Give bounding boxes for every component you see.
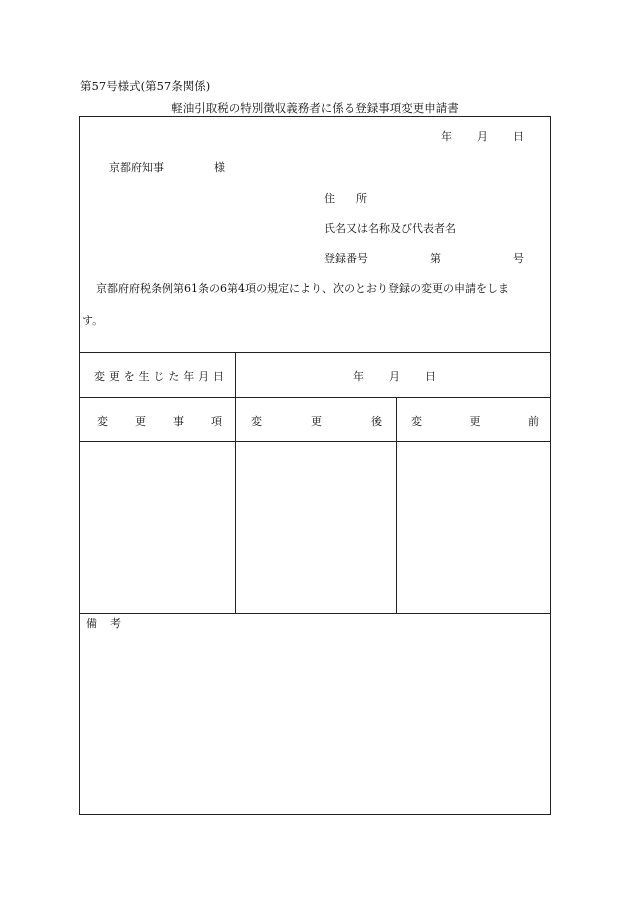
table-date-bottom-line <box>80 397 550 398</box>
change-date-day: 日 <box>425 370 436 383</box>
change-date-month: 月 <box>389 370 400 383</box>
change-date-label: 変 更 を 生 じ た 年 月 日 <box>94 370 224 383</box>
table-top-line <box>80 352 550 353</box>
addressee-name: 京都府知事 <box>109 161 164 174</box>
remarks-label-1: 備 <box>86 617 97 630</box>
header-before-change: 変 更 前 <box>411 415 539 428</box>
remarks-label-2: 考 <box>110 617 121 630</box>
registration-dai: 第 <box>430 252 441 265</box>
date-day-label: 日 <box>513 130 524 143</box>
form-box <box>79 116 551 815</box>
table-bottom-line <box>80 613 550 614</box>
after-change-cell[interactable] <box>236 442 396 613</box>
form-number: 第57号様式(第57条関係) <box>80 79 211 93</box>
form-title: 軽油引取税の特別徴収義務者に係る登録事項変更申請書 <box>171 101 459 115</box>
change-date-year: 年 <box>353 370 364 383</box>
statement-line-1: 京都府府税条例第61条の6第4項の規定により、次のとおり登録の変更の申請をしま <box>96 282 509 295</box>
registration-number-label: 登録番号 <box>324 252 368 265</box>
statement-line-2: す。 <box>82 314 104 327</box>
date-year-label: 年 <box>441 130 452 143</box>
addressee-honorific: 様 <box>214 161 225 174</box>
registration-go: 号 <box>513 252 524 265</box>
change-item-cell[interactable] <box>80 442 235 613</box>
header-after-change: 変 更 後 <box>251 415 382 428</box>
name-label: 氏名又は名称及び代表者名 <box>324 222 456 235</box>
header-change-item: 変 更 事 項 <box>97 415 222 428</box>
address-label-1: 住 <box>324 192 335 205</box>
date-month-label: 月 <box>477 130 488 143</box>
before-change-cell[interactable] <box>397 442 550 613</box>
remarks-area[interactable] <box>80 633 550 813</box>
address-label-2: 所 <box>356 192 367 205</box>
